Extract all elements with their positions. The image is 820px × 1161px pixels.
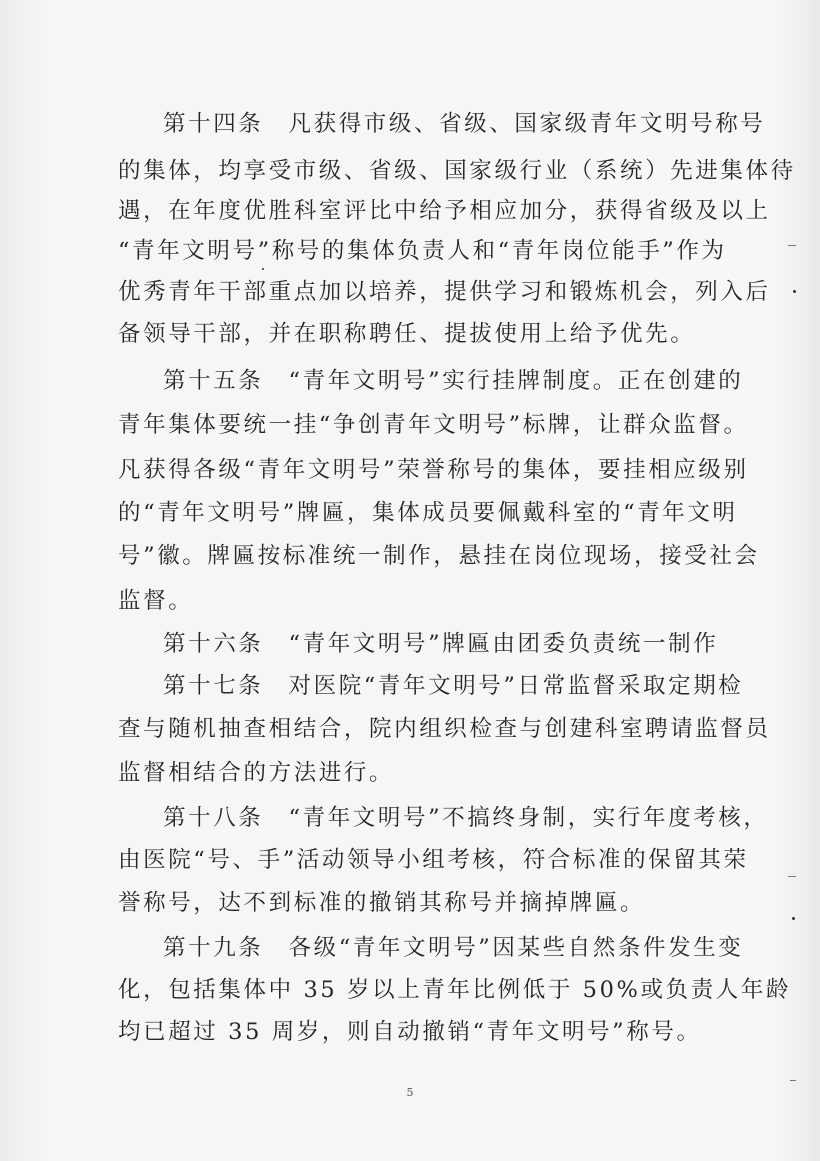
scan-edge-mark: [790, 1080, 796, 1081]
article-17-line-1: 第十七条 对医院“青年文明号”日常监督采取定期检: [163, 673, 744, 699]
article-14-line-5: 优秀青年干部重点加以培养，提供学习和锻炼机会，列入后: [118, 279, 771, 305]
article-15-line-5: 号”徽。牌匾按标准统一制作，悬挂在岗位现场，接受社会: [118, 543, 760, 569]
page-number: 5: [406, 1086, 414, 1099]
article-15-line-4: 的“青年文明号”牌匾，集体成员要佩戴科室的“青年文明: [118, 500, 738, 526]
article-16-line-1: 第十六条 “青年文明号”牌匾由团委负责统一制作: [163, 631, 719, 657]
scan-speck: [792, 917, 795, 920]
article-19-line-3: 均已超过 35 周岁，则自动撤销“青年文明号”称号。: [118, 1019, 702, 1045]
scan-edge-mark: [788, 245, 796, 246]
article-15-line-3: 凡获得各级“青年文明号”荣誉称号的集体，要挂相应级别: [118, 457, 749, 483]
article-17-line-3: 监督相结合的方法进行。: [118, 760, 395, 786]
article-14-line-6: 备领导干部，并在职称聘任、提拔使用上给予优先。: [118, 321, 696, 347]
article-14-line-1: 第十四条 凡获得市级、省级、国家级青年文明号称号: [163, 111, 766, 137]
scan-speck: [793, 290, 796, 293]
scan-edge-mark: [788, 876, 796, 877]
article-18-line-1: 第十八条 “青年文明号”不搞终身制，实行年度考核，: [163, 805, 769, 831]
article-15-line-1: 第十五条 “青年文明号”实行挂牌制度。正在创建的: [163, 368, 744, 394]
article-17-line-2: 查与随机抽查相结合，院内组织检查与创建科室聘请监督员: [118, 716, 771, 742]
article-14-line-4: “青年文明号”称号的集体负责人和“青年岗位能手”作为: [118, 238, 727, 264]
article-14-line-2: 的集体，均享受市级、省级、国家级行业（系统）先进集体待: [118, 158, 796, 184]
article-18-line-2: 由医院“号、手”活动领导小组考核，符合标准的保留其荣: [118, 847, 749, 873]
article-19-line-1: 第十九条 各级“青年文明号”因某些自然条件发生变: [163, 935, 744, 961]
article-15-line-6: 监督。: [118, 588, 194, 614]
article-15-line-2: 青年集体要统一挂“争创青年文明号”标牌，让群众监督。: [118, 412, 749, 438]
article-19-line-2: 化，包括集体中 35 岁以上青年比例低于 50%或负责人年龄: [118, 977, 792, 1003]
scan-speck: [262, 268, 264, 270]
article-14-line-3: 遇，在年度优胜科室评比中给予相应加分，获得省级及以上: [118, 198, 771, 224]
article-18-line-3: 誉称号，达不到标准的撤销其称号并摘掉牌匾。: [118, 890, 646, 916]
